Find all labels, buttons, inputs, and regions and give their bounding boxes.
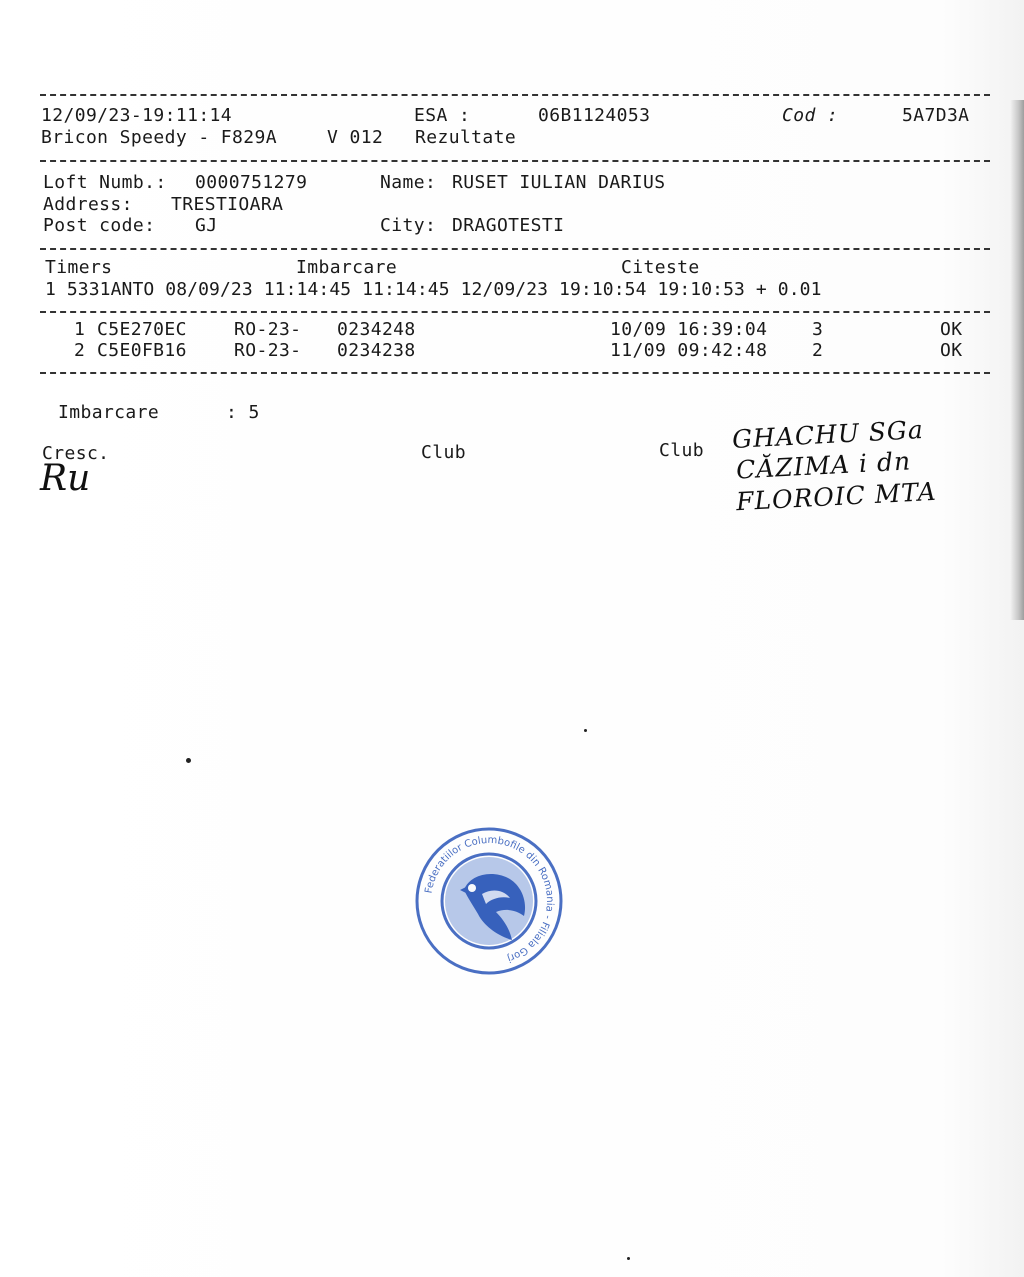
ink-speck bbox=[186, 758, 191, 763]
cresc-label: Cresc. bbox=[42, 443, 110, 464]
separator-results bbox=[40, 372, 990, 374]
result-ring-prefix: RO-23- bbox=[234, 319, 302, 340]
result-count: 3 bbox=[812, 319, 824, 340]
separator-top bbox=[40, 94, 990, 96]
club-note-line2: CĂZIMA i dn bbox=[735, 446, 912, 485]
timers-header: Timers bbox=[45, 257, 113, 278]
postcode-value: GJ bbox=[195, 215, 218, 236]
name-value: RUSET IULIAN DARIUS bbox=[452, 172, 666, 193]
cresc-signature: Ru bbox=[40, 458, 91, 499]
result-index: 1 bbox=[74, 319, 86, 340]
city-value: DRAGOTESTI bbox=[452, 215, 565, 236]
header-report: Rezultate bbox=[415, 127, 517, 148]
header-device: Bricon Speedy - F829A bbox=[41, 127, 277, 148]
timers-citeste-header: Citeste bbox=[621, 257, 700, 278]
header-cod-label: Cod : bbox=[782, 105, 839, 126]
separator-timers bbox=[40, 311, 990, 313]
separator-owner bbox=[40, 248, 990, 250]
timers-row: 1 5331ANTO 08/09/23 11:14:45 11:14:45 12/09/23 19:10:54 19:10:53 + 0.01 bbox=[45, 279, 822, 300]
result-ring-prefix: RO-23- bbox=[234, 340, 302, 361]
result-code: C5E0FB16 bbox=[97, 340, 187, 361]
stamp-ring-text: Federatiilor Columbofile din Romania - Filiala Gorj bbox=[423, 834, 556, 964]
timers-imbarcare-header: Imbarcare bbox=[296, 257, 398, 278]
ink-speck bbox=[627, 1257, 630, 1260]
header-version: V 012 bbox=[327, 127, 384, 148]
header-timestamp: 12/09/23-19:11:14 bbox=[41, 105, 233, 126]
loft-value: 0000751279 bbox=[195, 172, 308, 193]
club-note-line1: GHACHU SGa bbox=[731, 415, 925, 454]
result-status: OK bbox=[940, 319, 963, 340]
result-code: C5E270EC bbox=[97, 319, 187, 340]
club-label-1: Club bbox=[421, 442, 466, 463]
imbarcare-label: Imbarcare bbox=[58, 402, 160, 423]
result-ring-number: 0234248 bbox=[337, 319, 416, 340]
name-label: Name: bbox=[380, 172, 437, 193]
federation-stamp bbox=[412, 824, 566, 978]
result-index: 2 bbox=[74, 340, 86, 361]
result-count: 2 bbox=[812, 340, 824, 361]
address-value: TRESTIOARA bbox=[171, 194, 284, 215]
separator-header bbox=[40, 160, 990, 162]
club-label-2: Club bbox=[659, 440, 704, 461]
club-note-line3: FLOROIC MTA bbox=[735, 476, 938, 517]
paper-edge-shadow bbox=[1010, 100, 1024, 620]
header-cod-value: 5A7D3A bbox=[902, 105, 970, 126]
ink-speck bbox=[584, 729, 587, 732]
imbarcare-value: : 5 bbox=[226, 402, 260, 423]
result-status: OK bbox=[940, 340, 963, 361]
result-arrival: 10/09 16:39:04 bbox=[610, 319, 768, 340]
header-esa-label: ESA : bbox=[414, 105, 471, 126]
header-esa-value: 06B1124053 bbox=[538, 105, 651, 126]
postcode-label: Post code: bbox=[43, 215, 156, 236]
result-ring-number: 0234238 bbox=[337, 340, 416, 361]
city-label: City: bbox=[380, 215, 437, 236]
result-arrival: 11/09 09:42:48 bbox=[610, 340, 768, 361]
loft-label: Loft Numb.: bbox=[43, 172, 167, 193]
address-label: Address: bbox=[43, 194, 133, 215]
